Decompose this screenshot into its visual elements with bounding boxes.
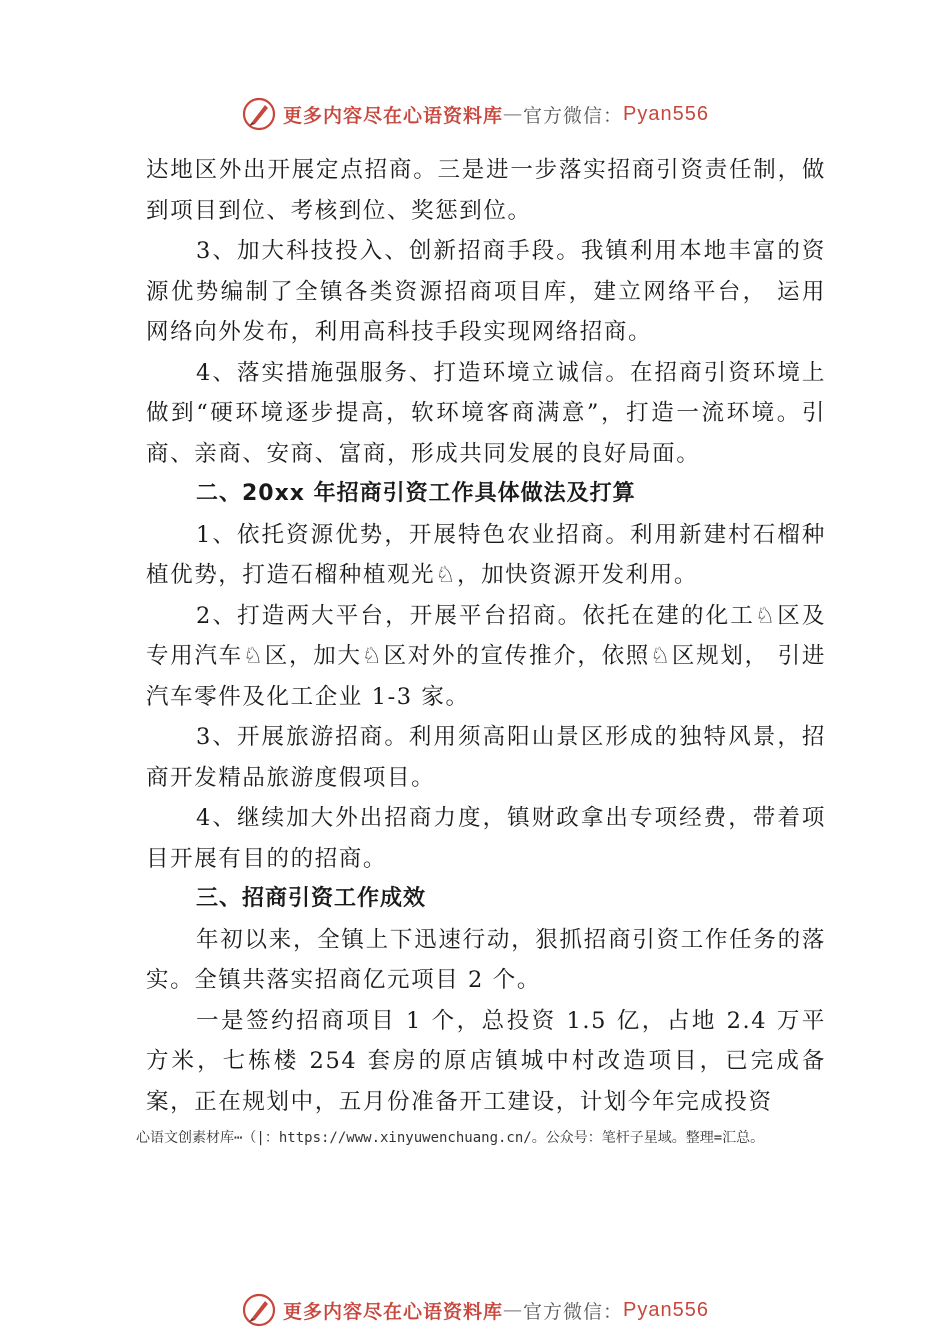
banner-wechat-label: 官方微信： (523, 104, 624, 127)
banner-wechat-id: Pyan556 (623, 102, 709, 125)
document-body (146, 150, 826, 1122)
banner-dash: — (503, 103, 524, 125)
paragraph: 3、开展旅游招商。利用须高阳山景区形成的独特风景，招商开发精品旅游度假项目。 (146, 724, 826, 791)
paragraph: 4、落实措施强服务、打造环境立诚信。在招商引资环境上做到“硬环境逐步提高，软环境客商满意”，打造一流环境。引商、亲商、安商、富商，形成共同发展的良好局面。 (146, 359, 826, 467)
section-heading: 二、20xx 年招商引资工作具体做法及打算 (196, 481, 636, 506)
source-footnote: 心语文创素材库⋯（|：https://www.xinyuwenchuang.cn/。公众号：笔杆子星域。整理=汇总。 (136, 1130, 765, 1146)
header-banner (0, 94, 950, 134)
paragraph: 达地区外出开展定点招商。三是进一步落实招商引资责任制，做到项目到位、考核到位、奖惩到位。 (146, 157, 826, 224)
banner-wechat-id: Pyan556 (623, 1298, 709, 1321)
banner-site-name: 更多内容尽在心语资料库 (283, 104, 504, 127)
paragraph: 1、依托资源优势，开展特色农业招商。利用新建村石榴种植优势，打造石榴种植观光♘，加快资源开发利用。 (146, 521, 826, 588)
paragraph: 4、继续加大外出招商力度，镇财政拿出专项经费，带着项目开展有目的的招商。 (146, 805, 826, 872)
banner-wechat-label: 官方微信： (523, 1300, 624, 1323)
paragraph: 年初以来，全镇上下迅速行动，狠抓招商引资工作任务的落实。全镇共落实招商亿元项目 2 个。 (146, 926, 826, 993)
footer-banner (0, 1290, 950, 1330)
pen-logo-icon (241, 1292, 277, 1328)
section-heading: 三、招商引资工作成效 (196, 886, 427, 911)
pen-logo-icon (241, 96, 277, 132)
banner-site-name: 更多内容尽在心语资料库 (283, 1300, 504, 1323)
paragraph: 2、打造两大平台，开展平台招商。依托在建的化工♘区及专用汽车♘区，加大♘区对外的宣传推介，依照♘区规划， 引进汽车零件及化工企业 1-3 家。 (146, 602, 826, 710)
paragraph: 3、加大科技投入、创新招商手段。我镇利用本地丰富的资源优势编制了全镇各类资源招商项目库，建立网络平台， 运用网络向外发布，利用高科技手段实现网络招商。 (146, 238, 826, 345)
paragraph: 一是签约招商项目 1 个，总投资 1.5 亿，占地 2.4 万平方米，七栋楼 254 套房的原店镇城中村改造项目，已完成备案，正在规划中，五月份准备开工建设，计划今年完成投资 (146, 1007, 826, 1115)
banner-dash: — (503, 1299, 524, 1321)
